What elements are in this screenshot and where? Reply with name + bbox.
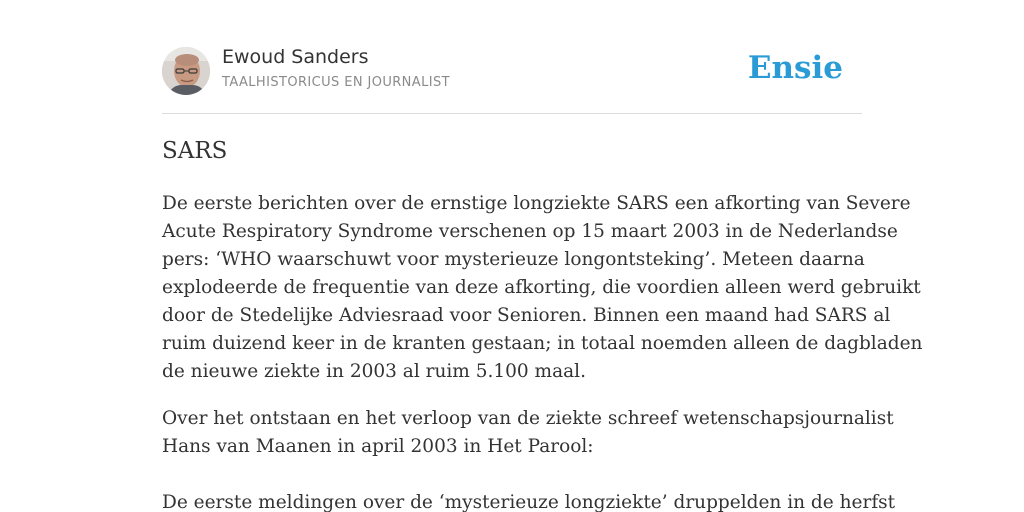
paragraph-line: De eerste meldingen over de ‘mysterieuze longziekte’ druppelden in de herfst [162,492,896,512]
paragraph-1 [162,190,923,386]
paragraph-line: de nieuwe ziekte in 2003 al ruim 5.100 maal. [162,361,586,382]
paragraph-line: Over het ontstaan en het verloop van de ziekte schreef wetenschapsjournalist [162,408,894,429]
brand-logo[interactable]: Ensie [747,50,843,86]
paragraph-2 [162,405,894,461]
author-role: TAALHISTORICUS EN JOURNALIST [222,75,450,90]
paragraph-line: Hans van Maanen in april 2003 in Het Parool: [162,436,594,457]
article-title: SARS [162,138,228,164]
paragraph-line: ruim duizend keer in de kranten gestaan; in totaal noemden alleen de dagbladen [162,333,923,354]
author-photo-icon [162,47,210,95]
author-avatar[interactable] [162,47,210,95]
author-name[interactable]: Ewoud Sanders [222,46,369,68]
paragraph-line: De eerste berichten over de ernstige longziekte SARS een afkorting van Severe [162,193,911,214]
paragraph-line: explodeerde de frequentie van deze afkorting, die voordien alleen werd gebruikt [162,277,921,298]
article-container [162,0,923,512]
article-header [162,0,862,114]
paragraph-line: pers: ‘WHO waarschuwt voor mysterieuze longontsteking’. Meteen daarna [162,249,865,270]
paragraph-line: door de Stedelijke Adviesraad voor Senioren. Binnen een maand had SARS al [162,305,891,326]
paragraph-line: Acute Respiratory Syndrome verschenen op 15 maart 2003 in de Nederlandse [162,221,898,242]
quote-paragraph [162,489,896,512]
